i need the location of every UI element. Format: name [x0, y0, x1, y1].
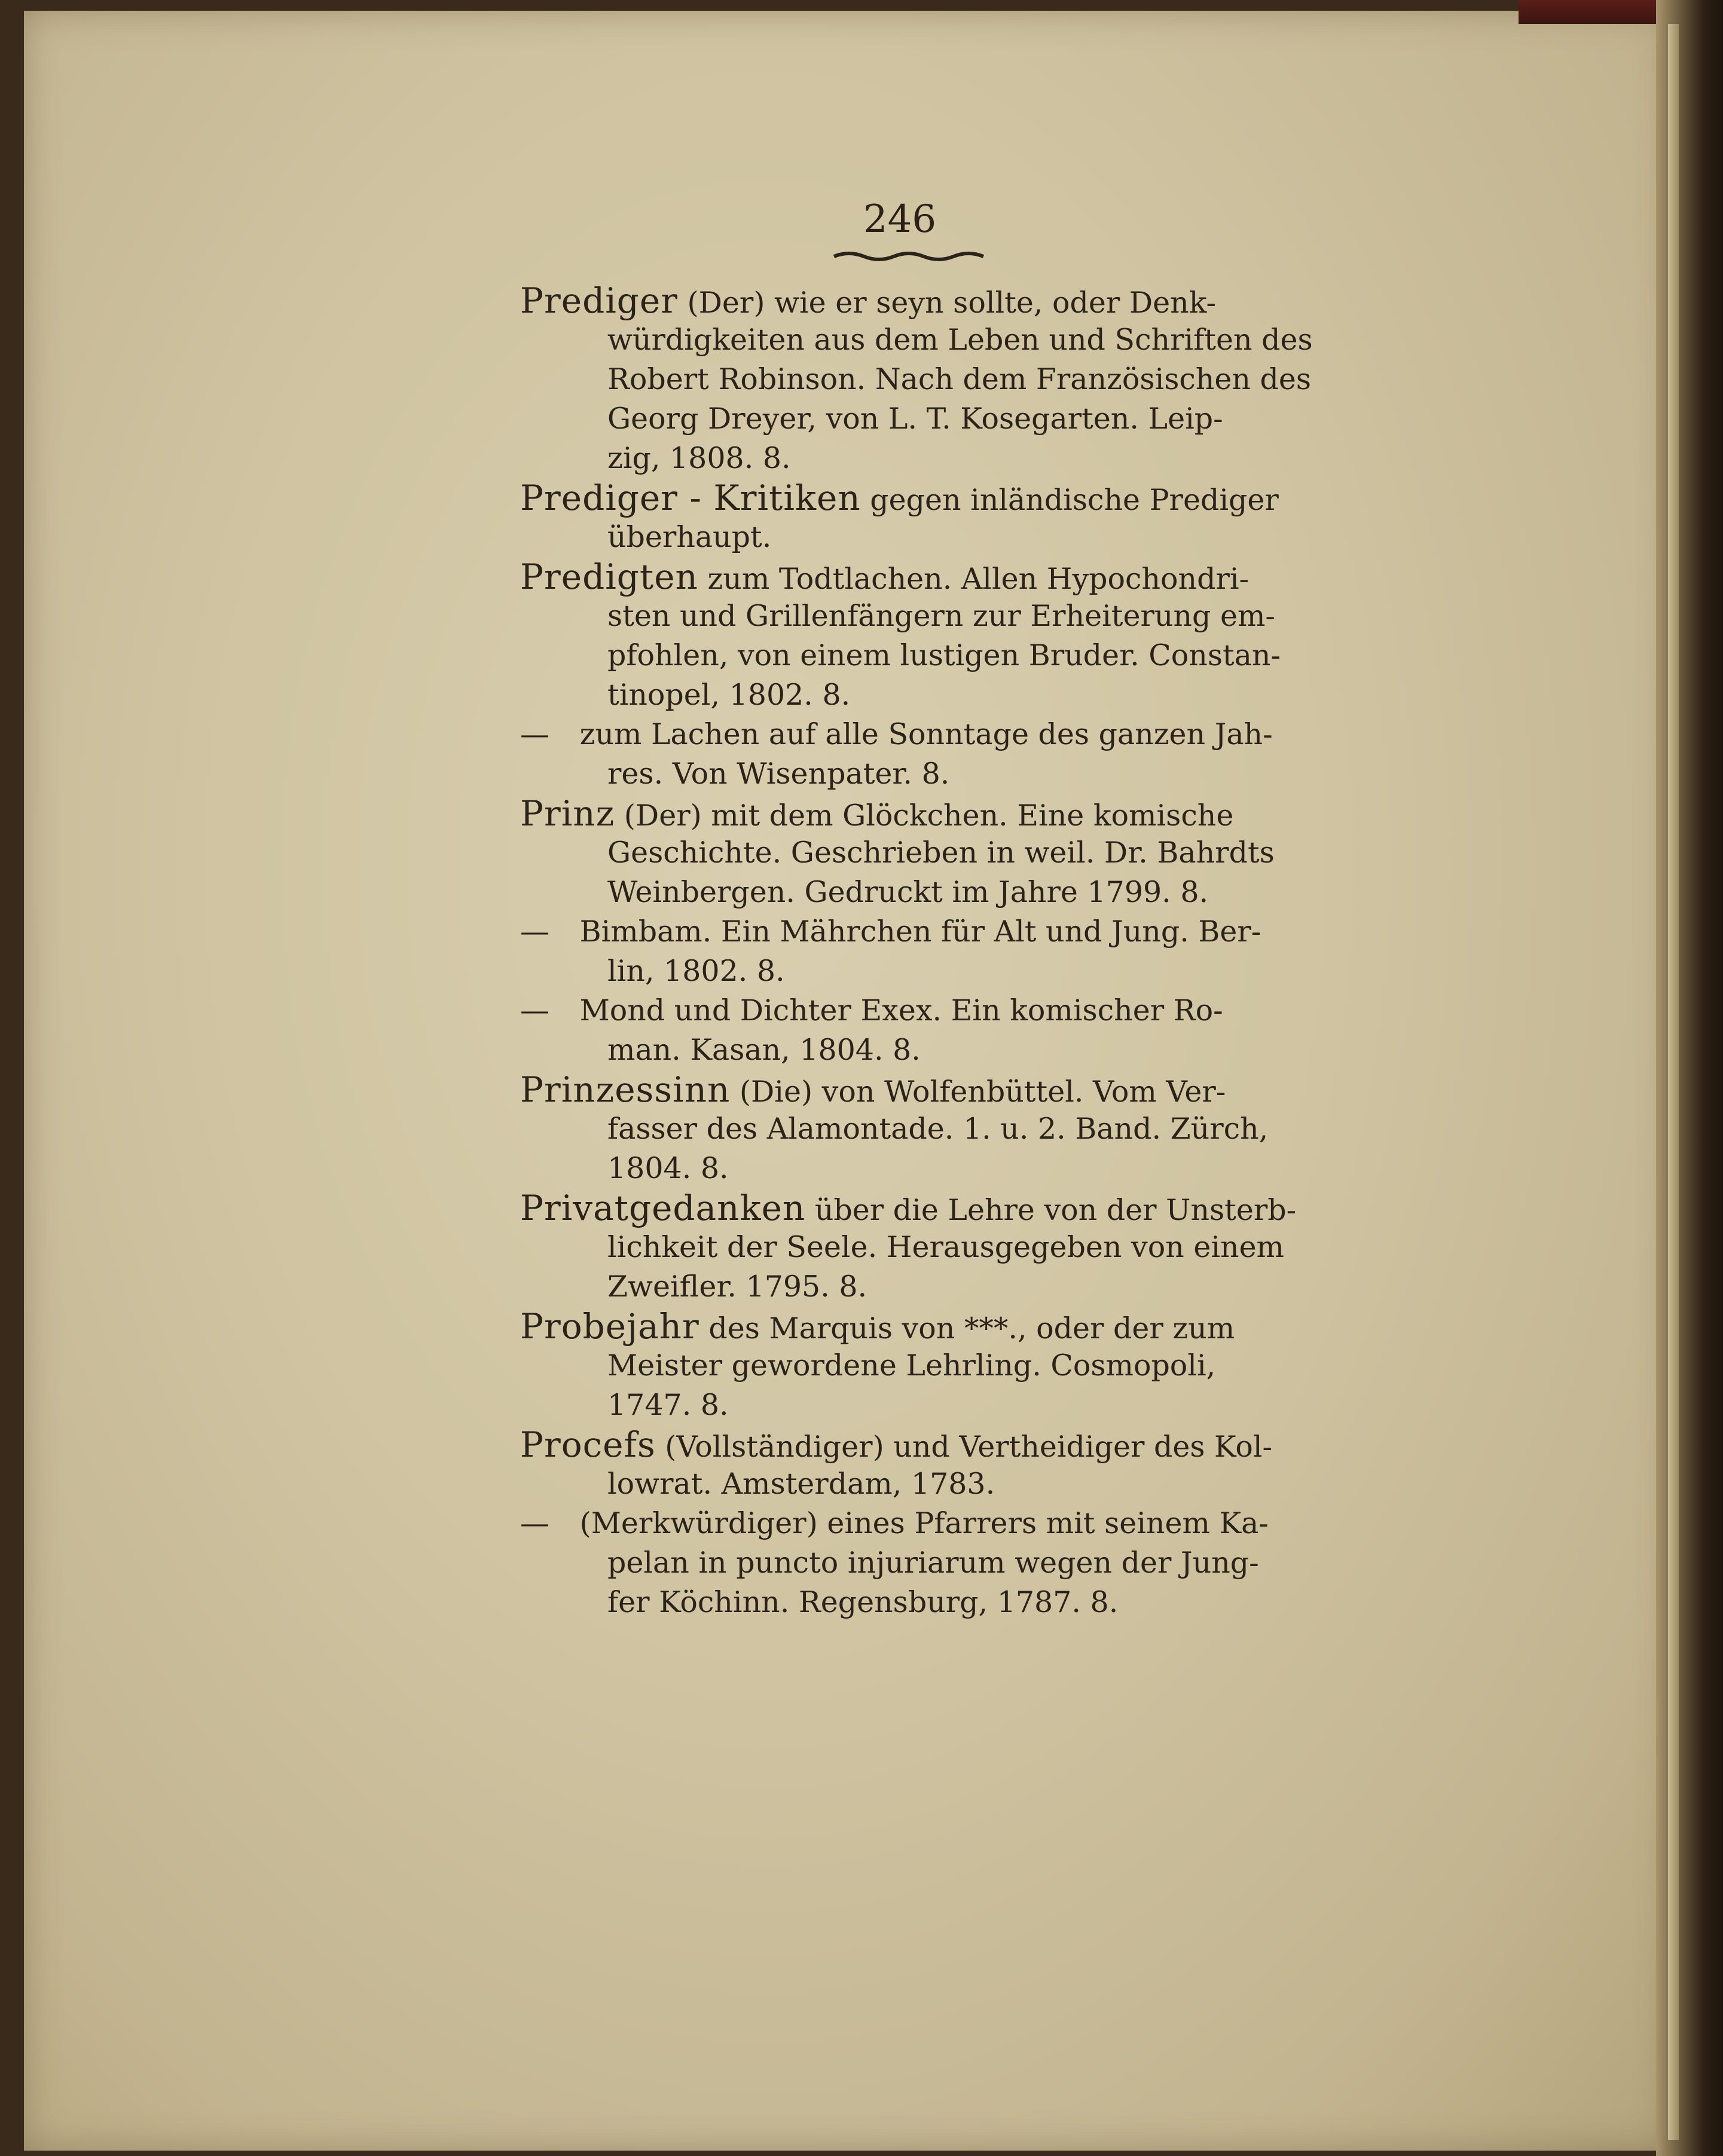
entry-text: sten und Grillenfängern zur Erheiterung em-	[607, 599, 1275, 633]
bibliography-entry	[520, 991, 1309, 1070]
bibliography-entry	[520, 912, 1309, 991]
entry-line	[520, 1307, 1309, 1346]
entry-text: man. Kasan, 1804. 8.	[607, 1033, 921, 1067]
entry-line	[520, 320, 1313, 360]
ditto-dash: —	[520, 915, 549, 949]
entry-text: pfohlen, von einem lustigen Bruder. Constan-	[607, 638, 1281, 672]
entry-text: (Die) von Wolfenbüttel. Vom Ver-	[730, 1075, 1226, 1109]
bibliography-entries	[520, 280, 1313, 1622]
entry-line	[520, 873, 1309, 912]
entry-line	[520, 1070, 1309, 1109]
bibliography-entry	[520, 715, 1309, 794]
entry-text: über die Lehre von der Unsterb-	[805, 1193, 1297, 1227]
bibliography-entry	[520, 1070, 1309, 1188]
entry-line	[520, 1030, 1309, 1070]
bibliography-entry	[520, 1188, 1309, 1307]
entry-line	[520, 715, 1309, 754]
entry-text: zum Lachen auf alle Sonntage des ganzen Jah-	[570, 717, 1273, 751]
entry-line	[520, 1346, 1309, 1386]
entry-line	[520, 281, 1309, 320]
entry-line	[520, 597, 1309, 636]
entry-line	[520, 1425, 1309, 1464]
entry-line	[520, 1504, 1309, 1543]
entry-line	[520, 478, 1309, 518]
entry-text: (Der) wie er seyn sollte, oder Denk-	[677, 286, 1217, 320]
entry-line	[520, 360, 1309, 399]
entry-line	[520, 1267, 1309, 1307]
page-number: 246	[863, 197, 937, 241]
entry-line	[520, 1109, 1309, 1149]
entry-line	[520, 1386, 1309, 1425]
entry-line	[520, 518, 1309, 557]
entry-text: Mond und Dichter Exex. Ein komischer Ro-	[570, 993, 1223, 1027]
book-gutter	[1656, 0, 1723, 2156]
entry-text: lowrat. Amsterdam, 1783.	[607, 1467, 995, 1501]
bibliography-entry	[520, 794, 1309, 912]
entry-text: des Marquis von ***., oder der zum	[699, 1311, 1235, 1345]
entry-text: zum Todtlachen. Allen Hypochondri-	[698, 562, 1250, 596]
entry-text: (Vollständiger) und Vertheidiger des Kol-	[655, 1430, 1273, 1464]
entry-line	[520, 754, 1309, 794]
ditto-dash: —	[520, 993, 549, 1027]
entry-text: tinopel, 1802. 8.	[607, 678, 851, 712]
entry-text: würdigkeiten aus dem Leben und Schriften des	[607, 323, 1313, 357]
entry-text: Georg Dreyer, von L. T. Kosegarten. Leip-	[607, 402, 1223, 436]
ditto-dash: —	[520, 1506, 549, 1540]
bibliography-entry	[520, 280, 1313, 478]
entry-text: zig, 1808. 8.	[607, 441, 791, 475]
entry-line	[520, 1543, 1309, 1583]
entry-line	[520, 1583, 1309, 1622]
entry-headword: Probejahr	[520, 1306, 699, 1347]
entry-line	[520, 439, 1309, 478]
entry-line	[520, 1464, 1309, 1504]
entry-text: fasser des Alamontade. 1. u. 2. Band. Zürch,	[607, 1112, 1269, 1146]
entry-headword: Prediger	[520, 280, 678, 321]
entry-line	[520, 399, 1309, 439]
entry-line	[520, 991, 1309, 1030]
entry-text: überhaupt.	[607, 520, 772, 554]
entry-line	[520, 1228, 1309, 1267]
entry-text: (Der) mit dem Glöckchen. Eine komische	[615, 799, 1234, 833]
entry-text: Zweifler. 1795. 8.	[607, 1270, 867, 1304]
entry-text: fer Köchinn. Regensburg, 1787. 8.	[607, 1585, 1119, 1619]
entry-line	[520, 1149, 1309, 1188]
entry-text: (Merkwürdiger) eines Pfarrers mit seinem Ka-	[570, 1506, 1269, 1540]
entry-headword: Prediger - Kritiken	[520, 478, 861, 518]
entry-line	[520, 952, 1309, 991]
entry-line	[520, 675, 1309, 715]
entry-text: Bimbam. Ein Mährchen für Alt und Jung. Ber-	[570, 915, 1261, 949]
entry-line	[520, 1188, 1309, 1228]
entry-line	[520, 794, 1309, 833]
bibliography-entry	[520, 1425, 1309, 1504]
ditto-dash: —	[520, 717, 549, 751]
entry-text: Weinbergen. Gedruckt im Jahre 1799. 8.	[607, 875, 1209, 909]
page-edge	[1668, 24, 1679, 2140]
bibliography-entry	[520, 1307, 1309, 1425]
entry-text: Geschichte. Geschrieben in weil. Dr. Bahrdts	[607, 836, 1275, 870]
entry-line	[520, 833, 1309, 873]
entry-text: res. Von Wisenpater. 8.	[607, 757, 950, 791]
entry-text: 1804. 8.	[607, 1151, 729, 1185]
entry-text: gegen inländische Prediger	[860, 483, 1279, 517]
entry-headword: Privatgedanken	[520, 1188, 806, 1228]
bibliography-entry	[520, 557, 1309, 715]
entry-text: lichkeit der Seele. Herausgegeben von einem	[607, 1230, 1285, 1264]
entry-line	[520, 912, 1309, 952]
entry-text: 1747. 8.	[607, 1388, 729, 1422]
entry-line	[520, 636, 1309, 675]
entry-headword: Procefs	[520, 1424, 656, 1465]
entry-headword: Predigten	[520, 556, 698, 597]
entry-headword: Prinz	[520, 793, 615, 834]
bibliography-entry	[520, 1504, 1309, 1622]
entry-text: lin, 1802. 8.	[607, 954, 785, 988]
entry-text: Robert Robinson. Nach dem Französischen des	[607, 362, 1311, 396]
entry-text: pelan in puncto injuriarum wegen der Jung-	[607, 1546, 1259, 1580]
entry-text: Meister gewordene Lehrling. Cosmopoli,	[607, 1348, 1216, 1383]
bibliography-entry	[520, 478, 1309, 557]
entry-line	[520, 557, 1309, 597]
entry-headword: Prinzessinn	[520, 1069, 731, 1110]
ornament-rule	[831, 248, 986, 262]
